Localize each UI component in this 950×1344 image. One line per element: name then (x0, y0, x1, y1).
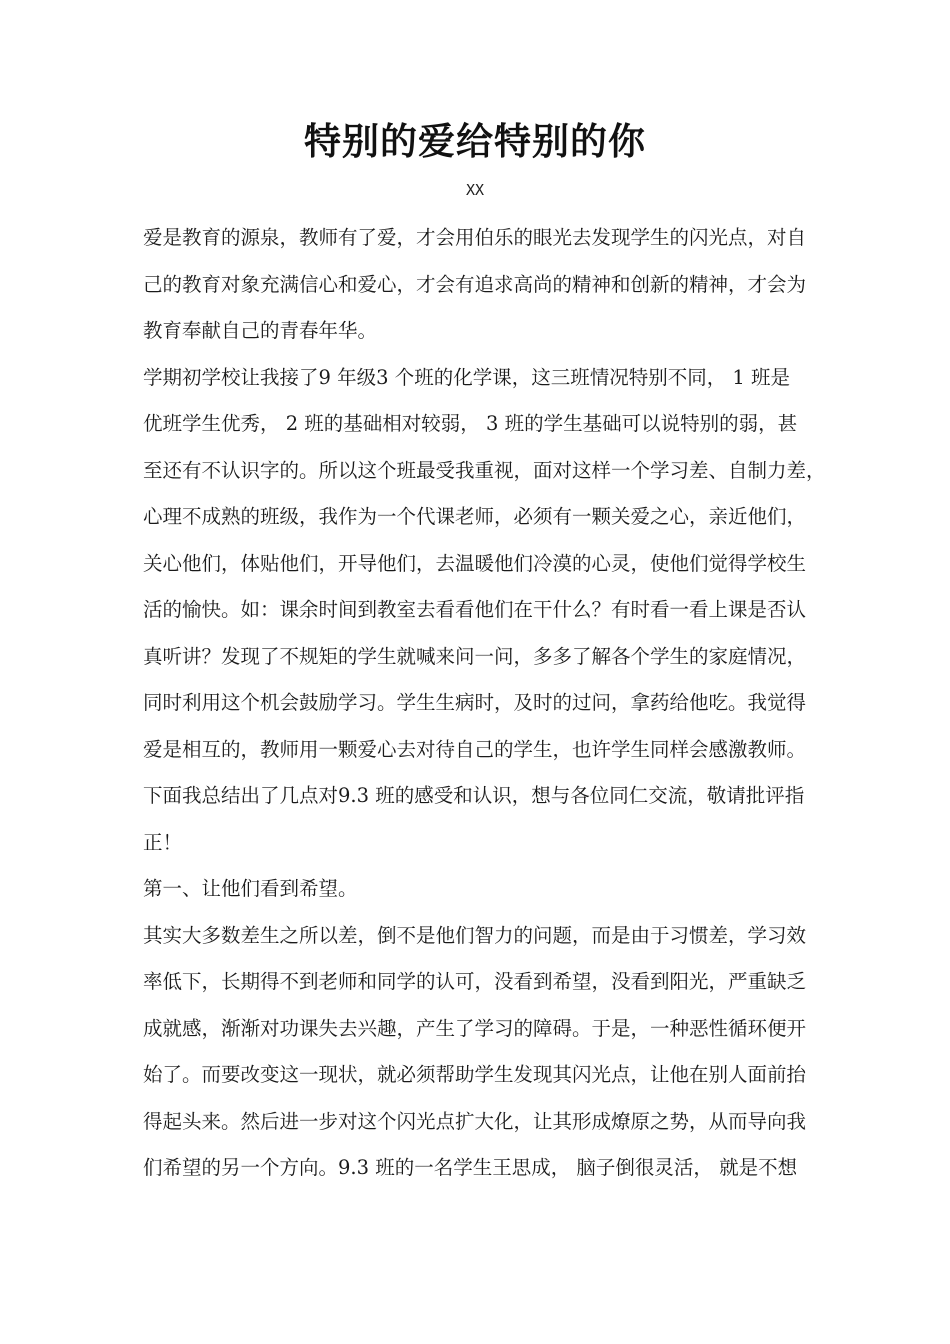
document-author: XX (465, 181, 485, 199)
body-line: 心理不成熟的班级，我作为一个代课老师，必须有一颗关爱之心，亲近他们， (143, 505, 807, 528)
body-line: 至还有不认识字的。所以这个班最受我重视，面对这样一个学习差、自制力差， (143, 458, 826, 482)
body-line: 优班学生优秀， 2 班的基础相对较弱， 3 班的学生基础可以说特别的弱，甚 (143, 412, 798, 435)
body-line: 关心他们，体贴他们，开导他们，去温暖他们冷漠的心灵，使他们觉得学校生 (143, 551, 807, 575)
body-line: 学期初学校让我接了9 年级3 个班的化学课，这三班情况特别不同， 1 班是 (143, 365, 791, 389)
body-line: 爱是教育的源泉，教师有了爱，才会用伯乐的眼光去发现学生的闪光点，对自 (143, 226, 807, 249)
body-line: 正！ (143, 830, 183, 854)
body-line: 们希望的另一个方向。9.3 班的一名学生王思成， 脑子倒很灵活， 就是不想 (143, 1156, 798, 1179)
body-line: 成就感，渐渐对功课失去兴趣，产生了学习的障碍。于是，一种恶性循环便开 (143, 1016, 807, 1040)
document-title: 特别的爱给特别的你 (304, 119, 646, 163)
body-line: 得起头来。然后进一步对这个闪光点扩大化，让其形成燎原之势，从而导向我 (143, 1109, 807, 1133)
document-body (143, 215, 826, 1192)
body-line: 活的愉快。如：课余时间到教室去看看他们在干什么？有时看一看上课是否认 (143, 598, 807, 621)
body-line: 真听讲？发现了不规矩的学生就喊来问一问，多多了解各个学生的家庭情况， (143, 644, 807, 668)
body-line: 率低下，长期得不到老师和同学的认可，没看到希望，没看到阳光，严重缺乏 (143, 970, 807, 993)
body-line: 爱是相互的，教师用一颗爱心去对待自己的学生，也许学生同样会感激教师。 (143, 737, 807, 761)
body-line: 其实大多数差生之所以差，倒不是他们智力的问题，而是由于习惯差，学习效 (143, 923, 807, 947)
body-line: 始了。而要改变这一现状，就必须帮助学生发现其闪光点，让他在别人面前抬 (143, 1063, 807, 1086)
body-line: 同时利用这个机会鼓励学习。学生生病时，及时的过问，拿药给他吃。我觉得 (143, 691, 807, 714)
section-heading: 第一、让他们看到希望。 (143, 877, 358, 900)
body-line: 教育奉献自己的青春年华。 (143, 319, 378, 342)
body-line: 己的教育对象充满信心和爱心，才会有追求高尚的精神和创新的精神，才会为 (143, 272, 807, 296)
body-line: 下面我总结出了几点对9.3 班的感受和认识，想与各位同仁交流，敬请批评指 (143, 784, 805, 807)
